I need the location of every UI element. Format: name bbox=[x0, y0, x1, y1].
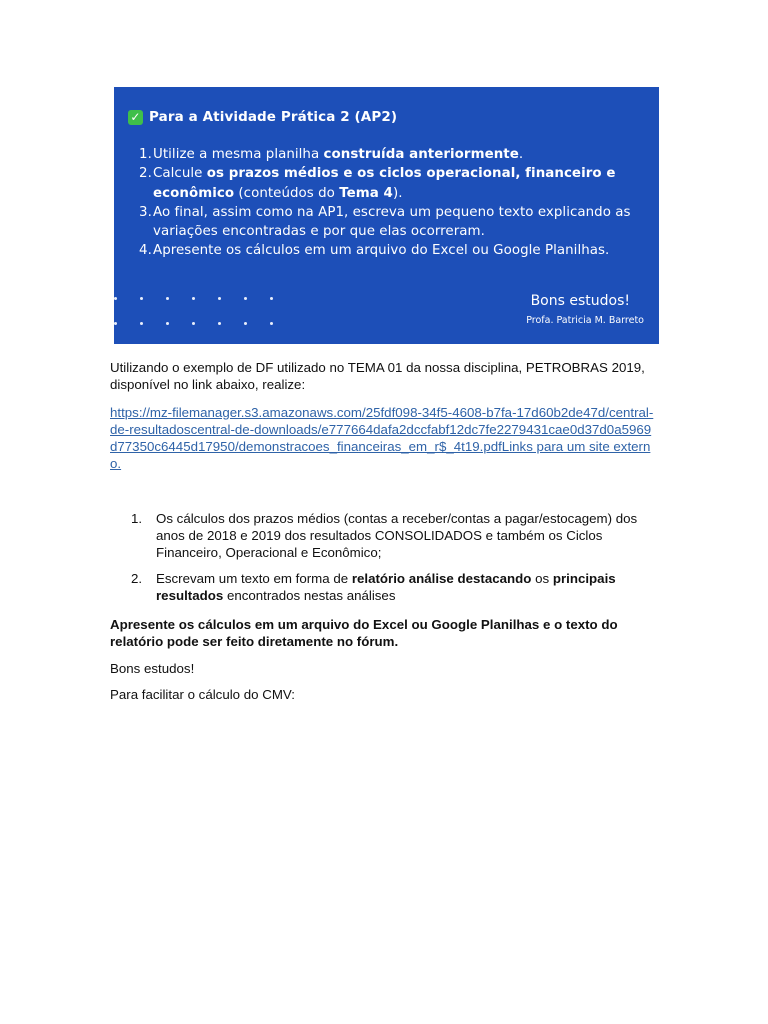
dot-icon bbox=[270, 297, 296, 301]
closing-text: Bons estudos! bbox=[110, 661, 195, 676]
list-item: 1. Os cálculos dos prazos médios (contas a receber/contas a pagar/estocagem) dos anos de 2018 e 2019 dos resultados CONSOLIDADOS e também os Ciclos Financeiro, Operacional e Econômico; bbox=[131, 511, 638, 560]
decorative-dots-top bbox=[114, 297, 296, 301]
dot-icon bbox=[140, 322, 166, 326]
dot-icon bbox=[218, 322, 244, 326]
banner-closing: Bons estudos! bbox=[530, 293, 630, 309]
cmv-note: Para facilitar o cálculo do CMV: bbox=[110, 687, 296, 702]
banner-title bbox=[128, 109, 397, 125]
dot-icon bbox=[114, 297, 140, 301]
banner-item: 3. Ao final, assim como na AP1, escreva um pequeno texto explicando as variações encontradas e por que elas ocorreram. bbox=[139, 204, 631, 240]
dot-icon bbox=[244, 322, 270, 326]
checkmark-icon: ✓ bbox=[128, 110, 143, 125]
bold-note: Apresente os cálculos em um arquivo do Excel ou Google Planilhas e o texto do relatório pode ser feito diretamente no fórum. bbox=[110, 617, 618, 649]
link-paragraph bbox=[110, 404, 658, 472]
banner-item: 2. Calcule os prazos médios e os ciclos operacional, financeiro e econômico (conteúdos do Tema 4). bbox=[139, 166, 616, 201]
dot-icon bbox=[218, 297, 244, 301]
dot-icon bbox=[140, 297, 166, 301]
decorative-dots-bottom bbox=[114, 322, 296, 326]
dot-icon bbox=[192, 297, 218, 301]
dot-icon bbox=[166, 322, 192, 326]
dot-icon bbox=[244, 297, 270, 301]
banner-item: 1. Utilize a mesma planilha construída anteriormente. bbox=[139, 147, 524, 162]
dot-icon bbox=[270, 322, 296, 326]
dot-icon bbox=[166, 297, 192, 301]
banner-title-text: Para a Atividade Prática 2 (AP2) bbox=[149, 109, 398, 125]
task-list bbox=[131, 510, 651, 604]
dot-icon bbox=[114, 322, 140, 326]
intro-paragraph: Utilizando o exemplo de DF utilizado no TEMA 01 da nossa disciplina, PETROBRAS 2019, disponível no link abaixo, realize: bbox=[110, 360, 645, 392]
external-link[interactable]: https://mz-filemanager.s3.amazonaws.com/25fdf098-34f5-4608-b7fa-17d60b2de47d/central-de-resultadoscentral-de-downloads/e777664dafa2dccfabf12dc7fe2279431cae0d37d0a5969d77350c6445d17950/demonstracoes_financeiras_em_r$_4t19.pdfLinks para um site externo. bbox=[110, 405, 654, 471]
banner-item: 4. Apresente os cálculos em um arquivo do Excel ou Google Planilhas. bbox=[139, 243, 610, 259]
list-item: 2. Escrevam um texto em forma de relatório análise destacando os principais resultados encontrados nestas análises bbox=[131, 571, 616, 603]
banner-author: Profa. Patricia M. Barreto bbox=[526, 315, 644, 326]
dot-icon bbox=[192, 322, 218, 326]
banner-instructions bbox=[139, 145, 649, 261]
activity-banner bbox=[114, 87, 659, 344]
